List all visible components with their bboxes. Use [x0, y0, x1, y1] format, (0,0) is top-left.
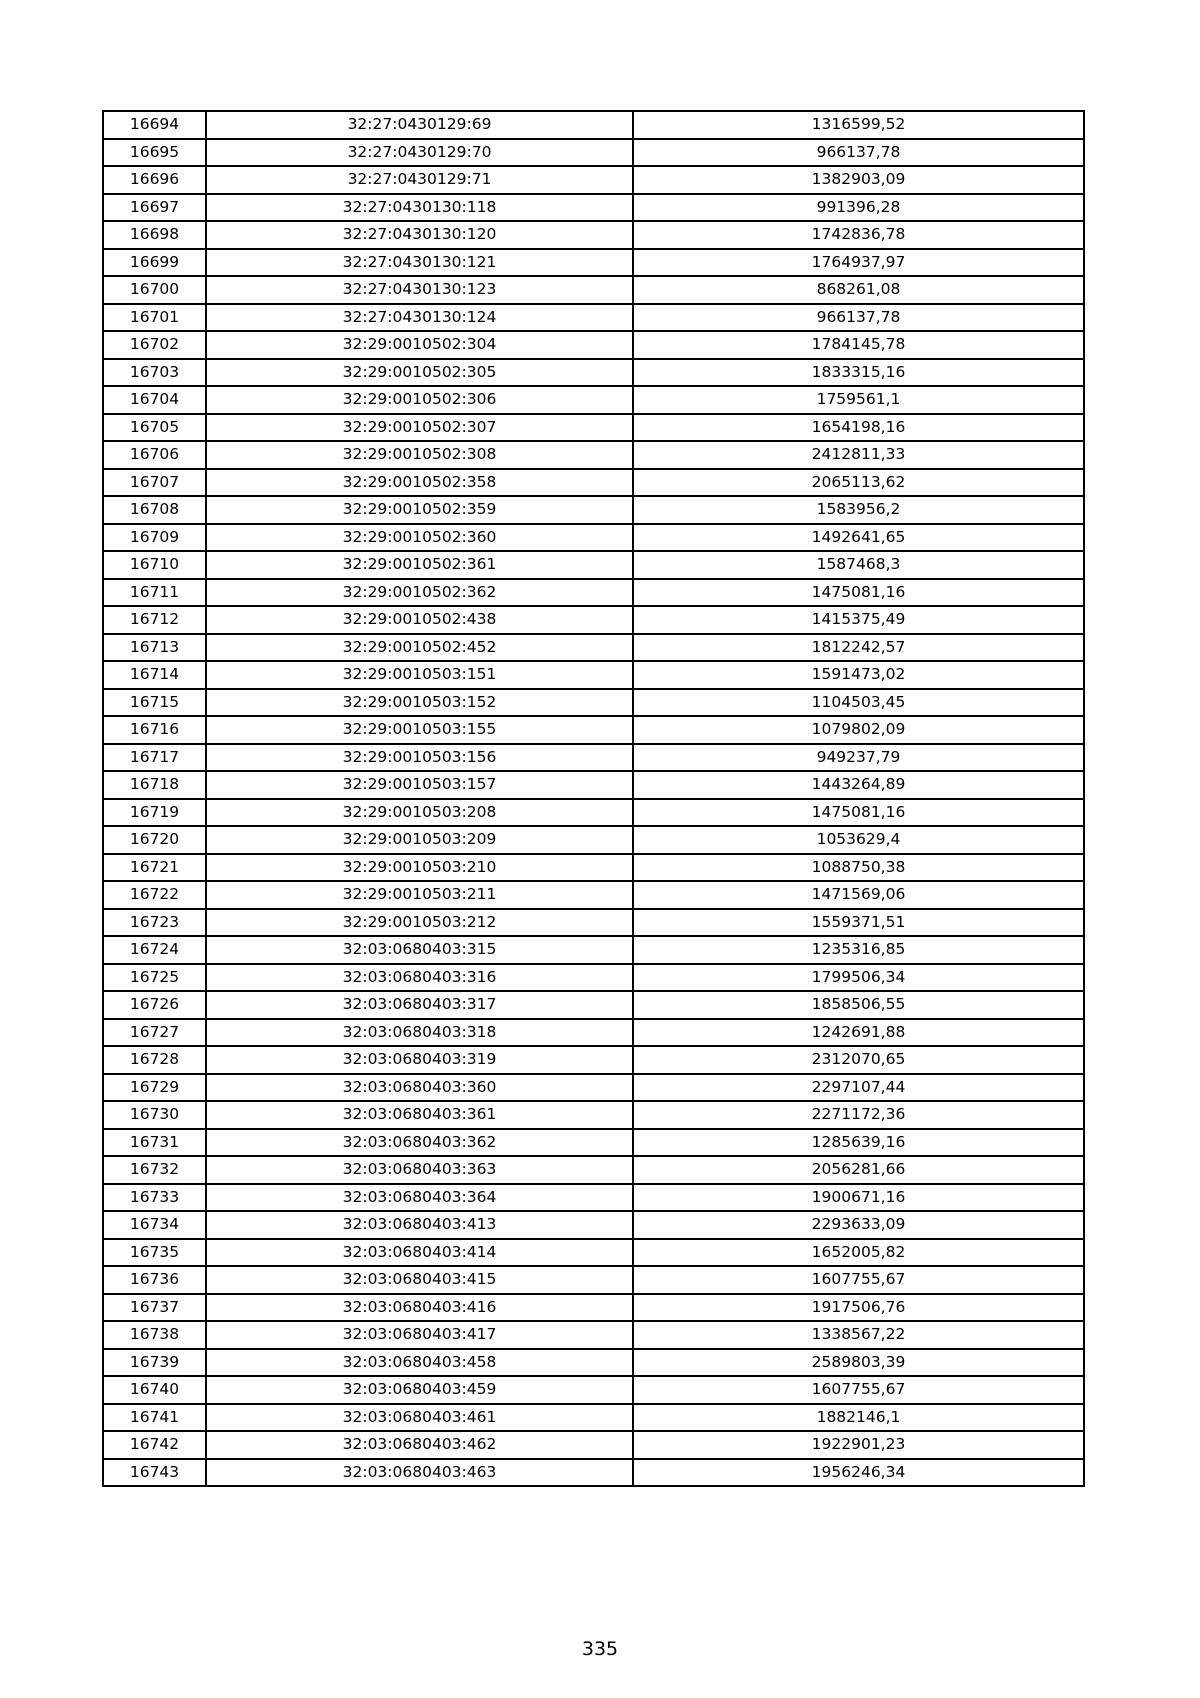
cadastral-number-cell: 32:29:0010503:211 [206, 881, 633, 909]
cadastral-number-cell: 32:03:0680403:413 [206, 1211, 633, 1239]
table-row [103, 194, 1084, 222]
table-row [103, 1431, 1084, 1459]
row-number-cell: 16702 [103, 331, 206, 359]
cadastral-value-cell: 1833315,16 [633, 359, 1084, 387]
row-number-cell: 16700 [103, 276, 206, 304]
cadastral-value-table [102, 110, 1085, 1487]
cadastral-number-cell: 32:03:0680403:360 [206, 1074, 633, 1102]
table-row [103, 661, 1084, 689]
cadastral-number-cell: 32:03:0680403:361 [206, 1101, 633, 1129]
row-number-cell: 16709 [103, 524, 206, 552]
row-number-cell: 16726 [103, 991, 206, 1019]
cadastral-value-cell: 1492641,65 [633, 524, 1084, 552]
table-row [103, 1266, 1084, 1294]
cadastral-number-cell: 32:03:0680403:318 [206, 1019, 633, 1047]
table-row [103, 606, 1084, 634]
cadastral-value-cell: 1088750,38 [633, 854, 1084, 882]
table-row [103, 386, 1084, 414]
cadastral-value-cell: 1104503,45 [633, 689, 1084, 717]
row-number-cell: 16732 [103, 1156, 206, 1184]
table-row [103, 304, 1084, 332]
table-row [103, 331, 1084, 359]
table-row [103, 936, 1084, 964]
cadastral-value-cell: 1587468,3 [633, 551, 1084, 579]
cadastral-value-cell: 966137,78 [633, 304, 1084, 332]
row-number-cell: 16733 [103, 1184, 206, 1212]
cadastral-value-cell: 1917506,76 [633, 1294, 1084, 1322]
row-number-cell: 16697 [103, 194, 206, 222]
cadastral-number-cell: 32:29:0010502:304 [206, 331, 633, 359]
row-number-cell: 16719 [103, 799, 206, 827]
table-row [103, 1046, 1084, 1074]
cadastral-value-cell: 1382903,09 [633, 166, 1084, 194]
cadastral-number-cell: 32:29:0010502:305 [206, 359, 633, 387]
table-row [103, 881, 1084, 909]
cadastral-value-cell: 1858506,55 [633, 991, 1084, 1019]
row-number-cell: 16730 [103, 1101, 206, 1129]
cadastral-value-cell: 1607755,67 [633, 1376, 1084, 1404]
row-number-cell: 16696 [103, 166, 206, 194]
cadastral-number-cell: 32:27:0430129:71 [206, 166, 633, 194]
cadastral-number-cell: 32:03:0680403:315 [206, 936, 633, 964]
cadastral-value-cell: 868261,08 [633, 276, 1084, 304]
row-number-cell: 16737 [103, 1294, 206, 1322]
cadastral-number-cell: 32:03:0680403:416 [206, 1294, 633, 1322]
cadastral-value-cell: 2271172,36 [633, 1101, 1084, 1129]
cadastral-number-cell: 32:03:0680403:458 [206, 1349, 633, 1377]
cadastral-number-cell: 32:29:0010503:157 [206, 771, 633, 799]
cadastral-number-cell: 32:03:0680403:319 [206, 1046, 633, 1074]
table-row [103, 1156, 1084, 1184]
table-row [103, 166, 1084, 194]
cadastral-number-cell: 32:29:0010502:361 [206, 551, 633, 579]
cadastral-value-cell: 1882146,1 [633, 1404, 1084, 1432]
row-number-cell: 16694 [103, 111, 206, 139]
cadastral-number-cell: 32:27:0430130:120 [206, 221, 633, 249]
row-number-cell: 16741 [103, 1404, 206, 1432]
cadastral-number-cell: 32:27:0430130:121 [206, 249, 633, 277]
row-number-cell: 16716 [103, 716, 206, 744]
table-row [103, 1459, 1084, 1487]
cadastral-number-cell: 32:29:0010502:358 [206, 469, 633, 497]
row-number-cell: 16734 [103, 1211, 206, 1239]
table-row [103, 359, 1084, 387]
cadastral-value-cell: 1900671,16 [633, 1184, 1084, 1212]
cadastral-number-cell: 32:29:0010503:208 [206, 799, 633, 827]
row-number-cell: 16708 [103, 496, 206, 524]
cadastral-number-cell: 32:29:0010503:210 [206, 854, 633, 882]
table-row [103, 276, 1084, 304]
cadastral-number-cell: 32:29:0010503:151 [206, 661, 633, 689]
row-number-cell: 16728 [103, 1046, 206, 1074]
row-number-cell: 16711 [103, 579, 206, 607]
table-row [103, 909, 1084, 937]
cadastral-value-cell: 1654198,16 [633, 414, 1084, 442]
table-row [103, 1404, 1084, 1432]
table-row [103, 854, 1084, 882]
row-number-cell: 16743 [103, 1459, 206, 1487]
row-number-cell: 16718 [103, 771, 206, 799]
row-number-cell: 16699 [103, 249, 206, 277]
row-number-cell: 16695 [103, 139, 206, 167]
cadastral-value-cell: 1784145,78 [633, 331, 1084, 359]
cadastral-value-cell: 949237,79 [633, 744, 1084, 772]
cadastral-value-cell: 1652005,82 [633, 1239, 1084, 1267]
cadastral-value-cell: 2589803,39 [633, 1349, 1084, 1377]
row-number-cell: 16723 [103, 909, 206, 937]
table-row [103, 1074, 1084, 1102]
cadastral-value-cell: 1235316,85 [633, 936, 1084, 964]
cadastral-number-cell: 32:03:0680403:461 [206, 1404, 633, 1432]
row-number-cell: 16706 [103, 441, 206, 469]
cadastral-number-cell: 32:03:0680403:362 [206, 1129, 633, 1157]
row-number-cell: 16707 [103, 469, 206, 497]
cadastral-value-cell: 1812242,57 [633, 634, 1084, 662]
row-number-cell: 16738 [103, 1321, 206, 1349]
table-row [103, 551, 1084, 579]
row-number-cell: 16705 [103, 414, 206, 442]
row-number-cell: 16722 [103, 881, 206, 909]
cadastral-value-cell: 1922901,23 [633, 1431, 1084, 1459]
cadastral-number-cell: 32:29:0010502:360 [206, 524, 633, 552]
table-row [103, 111, 1084, 139]
cadastral-number-cell: 32:03:0680403:414 [206, 1239, 633, 1267]
table-row [103, 414, 1084, 442]
cadastral-value-cell: 1053629,4 [633, 826, 1084, 854]
table-row [103, 799, 1084, 827]
row-number-cell: 16724 [103, 936, 206, 964]
cadastral-value-cell: 1583956,2 [633, 496, 1084, 524]
cadastral-number-cell: 32:27:0430129:70 [206, 139, 633, 167]
row-number-cell: 16704 [103, 386, 206, 414]
table-row [103, 634, 1084, 662]
table-row [103, 826, 1084, 854]
cadastral-value-cell: 2065113,62 [633, 469, 1084, 497]
cadastral-value-cell: 1443264,89 [633, 771, 1084, 799]
row-number-cell: 16729 [103, 1074, 206, 1102]
cadastral-value-cell: 1475081,16 [633, 579, 1084, 607]
table-row [103, 1129, 1084, 1157]
cadastral-value-cell: 2412811,33 [633, 441, 1084, 469]
cadastral-number-cell: 32:03:0680403:316 [206, 964, 633, 992]
cadastral-number-cell: 32:03:0680403:317 [206, 991, 633, 1019]
row-number-cell: 16725 [103, 964, 206, 992]
row-number-cell: 16717 [103, 744, 206, 772]
cadastral-number-cell: 32:29:0010502:308 [206, 441, 633, 469]
row-number-cell: 16701 [103, 304, 206, 332]
cadastral-number-cell: 32:03:0680403:459 [206, 1376, 633, 1404]
cadastral-value-cell: 1242691,88 [633, 1019, 1084, 1047]
table-row [103, 716, 1084, 744]
cadastral-number-cell: 32:03:0680403:462 [206, 1431, 633, 1459]
table-row [103, 139, 1084, 167]
table-row [103, 1184, 1084, 1212]
cadastral-value-cell: 1316599,52 [633, 111, 1084, 139]
row-number-cell: 16735 [103, 1239, 206, 1267]
row-number-cell: 16714 [103, 661, 206, 689]
cadastral-value-cell: 1799506,34 [633, 964, 1084, 992]
table-row [103, 744, 1084, 772]
cadastral-number-cell: 32:29:0010502:452 [206, 634, 633, 662]
row-number-cell: 16713 [103, 634, 206, 662]
cadastral-number-cell: 32:27:0430130:123 [206, 276, 633, 304]
cadastral-value-cell: 2293633,09 [633, 1211, 1084, 1239]
cadastral-number-cell: 32:03:0680403:417 [206, 1321, 633, 1349]
row-number-cell: 16710 [103, 551, 206, 579]
table-row [103, 1294, 1084, 1322]
row-number-cell: 16739 [103, 1349, 206, 1377]
cadastral-number-cell: 32:29:0010502:438 [206, 606, 633, 634]
cadastral-number-cell: 32:03:0680403:415 [206, 1266, 633, 1294]
cadastral-value-cell: 966137,78 [633, 139, 1084, 167]
row-number-cell: 16720 [103, 826, 206, 854]
cadastral-value-cell: 1956246,34 [633, 1459, 1084, 1487]
cadastral-number-cell: 32:29:0010503:152 [206, 689, 633, 717]
cadastral-value-cell: 1764937,97 [633, 249, 1084, 277]
cadastral-value-cell: 1079802,09 [633, 716, 1084, 744]
table-row [103, 441, 1084, 469]
cadastral-value-cell: 1559371,51 [633, 909, 1084, 937]
table-row [103, 689, 1084, 717]
cadastral-value-cell: 1338567,22 [633, 1321, 1084, 1349]
cadastral-value-cell: 1591473,02 [633, 661, 1084, 689]
cadastral-value-cell: 1759561,1 [633, 386, 1084, 414]
cadastral-number-cell: 32:27:0430129:69 [206, 111, 633, 139]
row-number-cell: 16721 [103, 854, 206, 882]
cadastral-number-cell: 32:03:0680403:463 [206, 1459, 633, 1487]
table-row [103, 1321, 1084, 1349]
row-number-cell: 16742 [103, 1431, 206, 1459]
table-row [103, 1349, 1084, 1377]
cadastral-number-cell: 32:29:0010502:307 [206, 414, 633, 442]
table-row [103, 771, 1084, 799]
cadastral-number-cell: 32:29:0010503:155 [206, 716, 633, 744]
cadastral-number-cell: 32:03:0680403:364 [206, 1184, 633, 1212]
row-number-cell: 16715 [103, 689, 206, 717]
table-row [103, 964, 1084, 992]
row-number-cell: 16736 [103, 1266, 206, 1294]
cadastral-number-cell: 32:03:0680403:363 [206, 1156, 633, 1184]
cadastral-value-cell: 991396,28 [633, 194, 1084, 222]
cadastral-value-cell: 2297107,44 [633, 1074, 1084, 1102]
cadastral-number-cell: 32:29:0010502:362 [206, 579, 633, 607]
table-row [103, 1376, 1084, 1404]
cadastral-value-cell: 1607755,67 [633, 1266, 1084, 1294]
row-number-cell: 16727 [103, 1019, 206, 1047]
row-number-cell: 16740 [103, 1376, 206, 1404]
cadastral-number-cell: 32:29:0010502:306 [206, 386, 633, 414]
cadastral-number-cell: 32:29:0010503:156 [206, 744, 633, 772]
table-row [103, 221, 1084, 249]
table-row [103, 249, 1084, 277]
row-number-cell: 16703 [103, 359, 206, 387]
table-row [103, 991, 1084, 1019]
cadastral-number-cell: 32:29:0010503:212 [206, 909, 633, 937]
cadastral-value-cell: 2056281,66 [633, 1156, 1084, 1184]
table-body [103, 111, 1084, 1486]
table-row [103, 469, 1084, 497]
table-row [103, 496, 1084, 524]
cadastral-number-cell: 32:29:0010503:209 [206, 826, 633, 854]
row-number-cell: 16712 [103, 606, 206, 634]
page-number: 335 [581, 1638, 619, 1660]
cadastral-number-cell: 32:27:0430130:118 [206, 194, 633, 222]
cadastral-value-cell: 1415375,49 [633, 606, 1084, 634]
table-row [103, 1019, 1084, 1047]
cadastral-value-cell: 2312070,65 [633, 1046, 1084, 1074]
table-row [103, 1239, 1084, 1267]
cadastral-value-cell: 1285639,16 [633, 1129, 1084, 1157]
table-row [103, 1101, 1084, 1129]
cadastral-number-cell: 32:29:0010502:359 [206, 496, 633, 524]
row-number-cell: 16731 [103, 1129, 206, 1157]
table-row [103, 524, 1084, 552]
table-row [103, 579, 1084, 607]
table-row [103, 1211, 1084, 1239]
cadastral-value-cell: 1471569,06 [633, 881, 1084, 909]
cadastral-number-cell: 32:27:0430130:124 [206, 304, 633, 332]
cadastral-value-cell: 1742836,78 [633, 221, 1084, 249]
row-number-cell: 16698 [103, 221, 206, 249]
cadastral-value-cell: 1475081,16 [633, 799, 1084, 827]
